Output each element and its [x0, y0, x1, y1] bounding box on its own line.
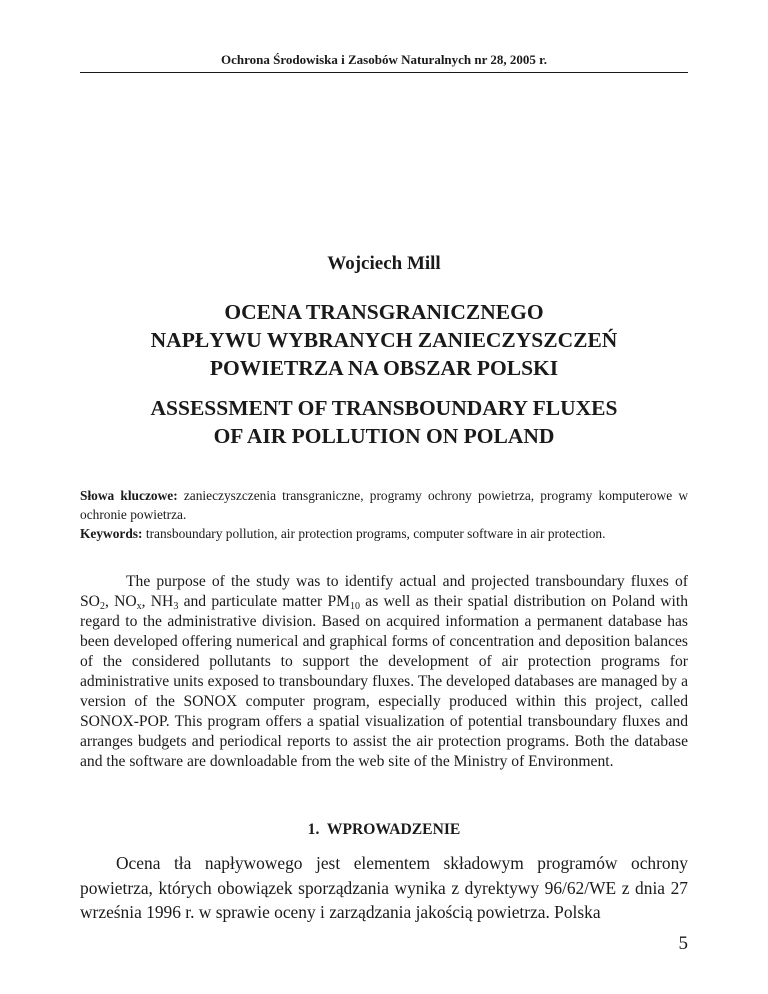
title-english-line-2: OF AIR POLLUTION ON POLAND	[213, 424, 555, 448]
abstract-text-1: The purpose of the study was to identify actual and projected transboundary fluxes of SO	[80, 573, 688, 610]
running-header: Ochrona Środowiska i Zasobów Naturalnych nr 28, 2005 r.	[220, 52, 548, 67]
keywords-polish-label: Słowa kluczowe:	[80, 488, 178, 503]
author-name: Wojciech Mill	[327, 253, 441, 274]
keywords-english-label: Keywords:	[80, 526, 143, 541]
abstract-text-2: , NO	[104, 593, 137, 610]
abstract-paragraph	[80, 572, 688, 772]
abstract-text-5: as well as their spatial distribution on Poland with regard to the administrative division. Based on acquired information a permanent database has been developed offering numerical and graphical forms of concentration and deposition balances of the considered pollutants to support the development of air protection programs for administrative units exposed to transboundary fluxes. The developed databases are managed by a version of the SONOX computer program, especially produced within this project, called SONOX-POP. This program offers a spatial visualization of potential transboundary fluxes and arranges budgets and periodical reports to assist the air protection programs. Both the database and the software are downloadable from the web site of the Ministry of Environment.	[80, 593, 688, 770]
keywords-polish-text: zanieczyszczenia transgraniczne, programy ochrony powietrza, programy komputerowe w ochronie powietrza.	[80, 488, 688, 522]
title-polish	[80, 298, 688, 382]
keywords-english	[80, 524, 688, 543]
abstract-text-3: , NH	[141, 593, 174, 610]
abstract-subscript-nox: x	[136, 601, 142, 612]
abstract-subscript-so2: 2	[99, 601, 105, 612]
title-english	[80, 394, 688, 450]
intro-paragraph: Ocena tła napływowego jest elementem składowym programów ochrony powietrza, których obowiązek sporządzania wynika z dyrektywy 96/62/WE z dnia 27 września 1996 r. w sprawie oceny i zarządzania jakością powietrza. Polska	[80, 853, 688, 922]
keywords-english-text: transboundary pollution, air protection programs, computer software in air protection.	[145, 526, 606, 541]
page-number: 5	[678, 933, 688, 954]
abstract-text-4: and particulate matter PM	[178, 593, 351, 610]
title-english-line-1: ASSESSMENT OF TRANSBOUNDARY FLUXES	[150, 396, 618, 420]
abstract-subscript-nh3: 3	[173, 601, 179, 612]
abstract-subscript-pm10: 10	[350, 601, 361, 612]
header-rule	[80, 72, 688, 73]
section-heading: 1. WPROWADZENIE	[307, 821, 461, 838]
title-polish-line-2: NAPŁYWU WYBRANYCH ZANIECZYSZCZEŃ	[150, 328, 618, 352]
keywords-polish	[80, 486, 688, 524]
title-polish-line-3: POWIETRZA NA OBSZAR POLSKI	[209, 356, 559, 380]
title-polish-line-1: OCENA TRANSGRANICZNEGO	[224, 300, 544, 324]
